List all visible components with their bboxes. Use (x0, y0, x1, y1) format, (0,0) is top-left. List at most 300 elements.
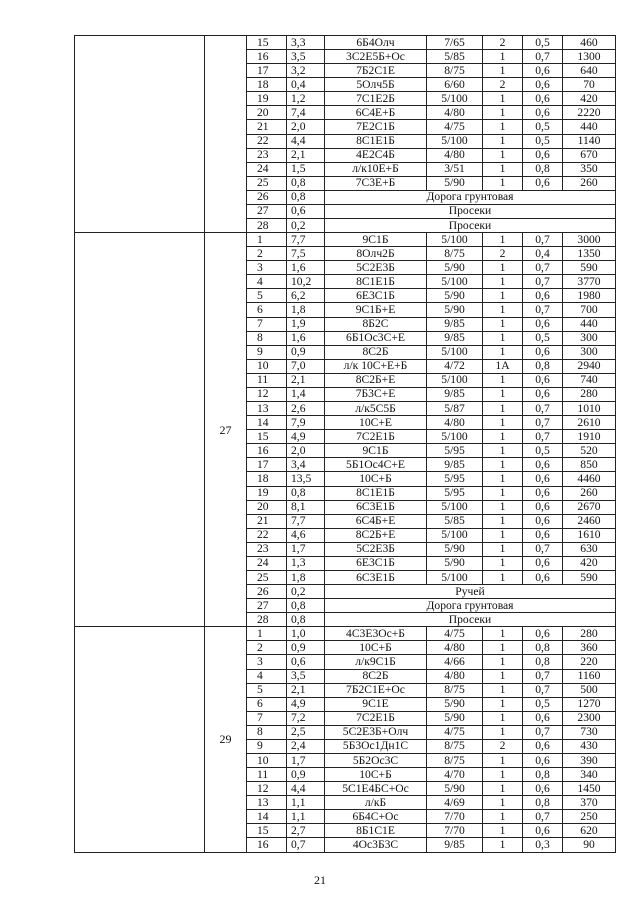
species-composition: 10С+Б (325, 641, 427, 655)
species-composition: 7С3Е+Б (325, 176, 427, 190)
plot-number: 20 (247, 106, 287, 120)
plot-area: 1,5 (287, 162, 325, 176)
bonitet-class: 2 (483, 247, 523, 261)
species-composition: 7С2Е1Б (325, 430, 427, 444)
stock-volume: 670 (563, 148, 616, 162)
age-class: 4/80 (427, 148, 483, 162)
species-composition: 4С3Е3Ос+Б (325, 627, 427, 641)
plot-area: 3,2 (287, 64, 325, 78)
density: 0,7 (523, 430, 563, 444)
species-composition: 6С4Б+Е (325, 514, 427, 528)
density: 0,8 (523, 768, 563, 782)
stock-volume: 520 (563, 444, 616, 458)
plot-area: 0,6 (287, 204, 325, 218)
bonitet-class: 1 (483, 796, 523, 810)
species-composition: 10С+Б (325, 768, 427, 782)
plot-area: 2,4 (287, 739, 325, 753)
density: 0,7 (523, 50, 563, 64)
density: 0,7 (523, 810, 563, 824)
age-class: 5/95 (427, 444, 483, 458)
stock-volume: 590 (563, 570, 616, 584)
plot-area: 0,2 (287, 219, 325, 233)
age-class: 5/100 (427, 233, 483, 247)
density: 0,6 (523, 472, 563, 486)
bonitet-class: 1 (483, 570, 523, 584)
density: 0,6 (523, 289, 563, 303)
plot-area: 7,0 (287, 359, 325, 373)
plot-area: 1,1 (287, 810, 325, 824)
density: 0,6 (523, 782, 563, 796)
age-class: 5/100 (427, 430, 483, 444)
stock-volume: 340 (563, 768, 616, 782)
age-class: 5/85 (427, 514, 483, 528)
plot-number: 5 (247, 683, 287, 697)
plot-number: 9 (247, 739, 287, 753)
plot-number: 11 (247, 373, 287, 387)
stock-volume: 590 (563, 261, 616, 275)
stock-volume: 500 (563, 683, 616, 697)
stock-volume: 440 (563, 120, 616, 134)
age-class: 5/100 (427, 570, 483, 584)
plot-number: 7 (247, 317, 287, 331)
species-composition: 6С4Е+Б (325, 106, 427, 120)
table-body (75, 36, 616, 853)
table-row (75, 233, 616, 247)
bonitet-class: 1 (483, 444, 523, 458)
plot-number: 21 (247, 514, 287, 528)
plot-number: 20 (247, 500, 287, 514)
species-composition: л/к9С1Б (325, 655, 427, 669)
density: 0,6 (523, 373, 563, 387)
land-category: Просеки (325, 204, 616, 218)
stock-volume: 1010 (563, 402, 616, 416)
plot-area: 0,2 (287, 585, 325, 599)
land-category: Дорога грунтовая (325, 599, 616, 613)
plot-number: 12 (247, 387, 287, 401)
density: 0,8 (523, 359, 563, 373)
plot-area: 1,6 (287, 331, 325, 345)
species-composition: 6С3Е1Б (325, 570, 427, 584)
species-composition: 6Е3С1Б (325, 556, 427, 570)
age-class: 9/85 (427, 317, 483, 331)
density: 0,8 (523, 162, 563, 176)
plot-area: 7,7 (287, 514, 325, 528)
species-composition: 7С2Е1Б (325, 711, 427, 725)
plot-area: 2,1 (287, 148, 325, 162)
stock-volume: 260 (563, 486, 616, 500)
plot-number: 28 (247, 219, 287, 233)
plot-area: 10,2 (287, 275, 325, 289)
plot-area: 4,6 (287, 528, 325, 542)
age-class: 4/80 (427, 641, 483, 655)
density: 0,6 (523, 528, 563, 542)
plot-number: 8 (247, 725, 287, 739)
density: 0,7 (523, 233, 563, 247)
density: 0,8 (523, 641, 563, 655)
plot-number: 11 (247, 768, 287, 782)
stock-volume: 2610 (563, 416, 616, 430)
plot-area: 0,7 (287, 838, 325, 852)
stock-volume: 350 (563, 162, 616, 176)
bonitet-class: 1 (483, 514, 523, 528)
land-category: Ручей (325, 585, 616, 599)
plot-number: 6 (247, 697, 287, 711)
stock-volume: 280 (563, 387, 616, 401)
plot-area: 1,4 (287, 387, 325, 401)
plot-area: 2,7 (287, 824, 325, 838)
age-class: 5/85 (427, 50, 483, 64)
stock-volume: 3770 (563, 275, 616, 289)
plot-number: 27 (247, 599, 287, 613)
plot-number: 23 (247, 542, 287, 556)
species-composition: 5Б1Ос4С+Е (325, 458, 427, 472)
stock-volume: 390 (563, 753, 616, 767)
plot-area: 1,9 (287, 317, 325, 331)
age-class: 4/80 (427, 669, 483, 683)
age-class: 5/95 (427, 472, 483, 486)
bonitet-class: 1 (483, 655, 523, 669)
species-composition: 6Б4С+Ос (325, 810, 427, 824)
bonitet-class: 2 (483, 78, 523, 92)
age-class: 6/60 (427, 78, 483, 92)
age-class: 5/90 (427, 261, 483, 275)
species-composition: 6Б4Олч (325, 36, 427, 50)
species-composition: 9С1Е (325, 697, 427, 711)
species-composition: л/к10Е+Б (325, 162, 427, 176)
plot-number: 24 (247, 556, 287, 570)
species-composition: 5С2Е3Б (325, 261, 427, 275)
density: 0,4 (523, 247, 563, 261)
species-composition: 8С2Б (325, 345, 427, 359)
plot-area: 2,1 (287, 373, 325, 387)
density: 0,7 (523, 275, 563, 289)
species-composition: 5Олч5Б (325, 78, 427, 92)
density: 0,7 (523, 303, 563, 317)
plot-area: 1,0 (287, 627, 325, 641)
stock-volume: 1300 (563, 50, 616, 64)
density: 0,6 (523, 92, 563, 106)
bonitet-class: 1 (483, 711, 523, 725)
species-composition: 8С2Б (325, 669, 427, 683)
species-composition: л/к5С5Б (325, 402, 427, 416)
age-class: 5/90 (427, 542, 483, 556)
plot-number: 10 (247, 359, 287, 373)
plot-number: 14 (247, 416, 287, 430)
plot-area: 7,9 (287, 416, 325, 430)
bonitet-class: 1 (483, 753, 523, 767)
bonitet-class: 1 (483, 782, 523, 796)
age-class: 8/75 (427, 683, 483, 697)
age-class: 5/100 (427, 373, 483, 387)
age-class: 8/75 (427, 64, 483, 78)
density: 0,6 (523, 176, 563, 190)
age-class: 4/75 (427, 627, 483, 641)
density: 0,6 (523, 753, 563, 767)
density: 0,5 (523, 134, 563, 148)
land-category: Просеки (325, 219, 616, 233)
stock-volume: 700 (563, 303, 616, 317)
bonitet-class: 1 (483, 162, 523, 176)
plot-number: 19 (247, 92, 287, 106)
age-class: 5/90 (427, 176, 483, 190)
plot-area: 4,4 (287, 134, 325, 148)
age-class: 9/85 (427, 838, 483, 852)
density: 0,6 (523, 387, 563, 401)
bonitet-class: 1 (483, 500, 523, 514)
plot-number: 14 (247, 810, 287, 824)
land-category: Просеки (325, 613, 616, 627)
age-class: 4/70 (427, 768, 483, 782)
bonitet-class: 1 (483, 92, 523, 106)
species-composition: 8С1Е1Б (325, 275, 427, 289)
plot-area: 1,3 (287, 556, 325, 570)
plot-area: 7,4 (287, 106, 325, 120)
plot-number: 15 (247, 430, 287, 444)
plot-number: 2 (247, 641, 287, 655)
species-composition: 8С2Б+Е (325, 373, 427, 387)
plot-number: 26 (247, 190, 287, 204)
plot-area: 1,8 (287, 570, 325, 584)
species-composition: 7Е2С1Б (325, 120, 427, 134)
stock-volume: 420 (563, 92, 616, 106)
species-composition: 9С1Б (325, 444, 427, 458)
stock-volume: 630 (563, 542, 616, 556)
age-class: 8/75 (427, 247, 483, 261)
plot-number: 16 (247, 50, 287, 64)
table-row (75, 36, 616, 50)
plot-area: 3,4 (287, 458, 325, 472)
stock-volume: 460 (563, 36, 616, 50)
species-composition: 7Б3С+Е (325, 387, 427, 401)
bonitet-class: 1 (483, 289, 523, 303)
age-class: 5/100 (427, 528, 483, 542)
plot-number: 6 (247, 303, 287, 317)
bonitet-class: 1 (483, 669, 523, 683)
plot-number: 15 (247, 824, 287, 838)
species-composition: 9С1Б+Е (325, 303, 427, 317)
plot-area: 2,0 (287, 444, 325, 458)
species-composition: 5С2Е3Б+Олч (325, 725, 427, 739)
plot-area: 4,9 (287, 697, 325, 711)
species-composition: 8Б1С1Е (325, 824, 427, 838)
stock-volume: 280 (563, 627, 616, 641)
density: 0,7 (523, 669, 563, 683)
plot-number: 25 (247, 176, 287, 190)
stock-volume: 90 (563, 838, 616, 852)
bonitet-class: 1 (483, 542, 523, 556)
plot-number: 15 (247, 36, 287, 50)
plot-area: 1,1 (287, 796, 325, 810)
age-class: 5/90 (427, 782, 483, 796)
stock-volume: 300 (563, 345, 616, 359)
species-composition: л/к 10С+Е+Б (325, 359, 427, 373)
species-composition: 9С1Б (325, 233, 427, 247)
age-class: 5/95 (427, 486, 483, 500)
species-composition: 7Б2С1Е (325, 64, 427, 78)
plot-area: 2,5 (287, 725, 325, 739)
density: 0,6 (523, 556, 563, 570)
bonitet-class: 1 (483, 458, 523, 472)
density: 0,6 (523, 570, 563, 584)
species-composition: 10С+Б (325, 472, 427, 486)
age-class: 5/100 (427, 134, 483, 148)
species-composition: 7Б2С1Е+Ос (325, 683, 427, 697)
density: 0,3 (523, 838, 563, 852)
age-class: 4/80 (427, 106, 483, 120)
plot-number: 24 (247, 162, 287, 176)
plot-number: 13 (247, 402, 287, 416)
bonitet-class: 2 (483, 739, 523, 753)
stock-volume: 4460 (563, 472, 616, 486)
bonitet-class: 1 (483, 317, 523, 331)
plot-number: 1 (247, 233, 287, 247)
plot-area: 2,0 (287, 120, 325, 134)
plot-area: 2,1 (287, 683, 325, 697)
age-class: 8/75 (427, 739, 483, 753)
species-composition: 10С+Е (325, 416, 427, 430)
plot-area: 0,4 (287, 78, 325, 92)
density: 0,6 (523, 64, 563, 78)
age-class: 8/75 (427, 753, 483, 767)
age-class: 5/90 (427, 711, 483, 725)
species-composition: 8С2Б+Е (325, 528, 427, 542)
plot-area: 0,8 (287, 599, 325, 613)
stock-volume: 730 (563, 725, 616, 739)
age-class: 5/87 (427, 402, 483, 416)
bonitet-class: 1 (483, 120, 523, 134)
plot-area: 7,2 (287, 711, 325, 725)
plot-area: 0,8 (287, 176, 325, 190)
age-class: 9/85 (427, 458, 483, 472)
plot-number: 8 (247, 331, 287, 345)
block-label-cell (75, 233, 205, 627)
plot-number: 19 (247, 486, 287, 500)
density: 0,7 (523, 416, 563, 430)
age-class: 5/90 (427, 303, 483, 317)
plot-number: 3 (247, 655, 287, 669)
stock-volume: 260 (563, 176, 616, 190)
plot-number: 4 (247, 669, 287, 683)
plot-number: 16 (247, 444, 287, 458)
bonitet-class: 1 (483, 486, 523, 500)
species-composition: 6Е3С1Б (325, 289, 427, 303)
bonitet-class: 2 (483, 36, 523, 50)
stock-volume: 2300 (563, 711, 616, 725)
bonitet-class: 1 (483, 697, 523, 711)
bonitet-class: 1 (483, 641, 523, 655)
age-class: 9/85 (427, 331, 483, 345)
density: 0,6 (523, 106, 563, 120)
plot-number: 16 (247, 838, 287, 852)
stock-volume: 850 (563, 458, 616, 472)
plot-number: 22 (247, 528, 287, 542)
stock-volume: 2940 (563, 359, 616, 373)
density: 0,6 (523, 739, 563, 753)
age-class: 5/100 (427, 500, 483, 514)
bonitet-class: 1 (483, 233, 523, 247)
plot-area: 4,4 (287, 782, 325, 796)
density: 0,6 (523, 711, 563, 725)
density: 0,6 (523, 148, 563, 162)
age-class: 5/90 (427, 556, 483, 570)
plot-area: 1,6 (287, 261, 325, 275)
bonitet-class: 1 (483, 303, 523, 317)
density: 0,6 (523, 458, 563, 472)
bonitet-class: 1 (483, 838, 523, 852)
density: 0,6 (523, 627, 563, 641)
stock-volume: 2460 (563, 514, 616, 528)
plot-number: 25 (247, 570, 287, 584)
plot-area: 3,3 (287, 36, 325, 50)
plot-number: 10 (247, 753, 287, 767)
plot-number: 4 (247, 275, 287, 289)
stock-volume: 620 (563, 824, 616, 838)
plot-number: 7 (247, 711, 287, 725)
age-class: 4/69 (427, 796, 483, 810)
plot-area: 2,6 (287, 402, 325, 416)
plot-area: 0,9 (287, 641, 325, 655)
plot-number: 5 (247, 289, 287, 303)
age-class: 4/80 (427, 416, 483, 430)
density: 0,6 (523, 78, 563, 92)
stock-volume: 1160 (563, 669, 616, 683)
plot-area: 1,2 (287, 92, 325, 106)
bonitet-class: 1 (483, 430, 523, 444)
age-class: 5/90 (427, 289, 483, 303)
quarter-number (205, 36, 247, 233)
stock-volume: 1350 (563, 247, 616, 261)
species-composition: 5С2Е3Б (325, 542, 427, 556)
stock-volume: 1610 (563, 528, 616, 542)
plot-number: 26 (247, 585, 287, 599)
density: 0,6 (523, 514, 563, 528)
plot-area: 1,8 (287, 303, 325, 317)
bonitet-class: 1 (483, 725, 523, 739)
bonitet-class: 1 (483, 275, 523, 289)
species-composition: 5Б3Ос1Дн1С (325, 739, 427, 753)
density: 0,6 (523, 486, 563, 500)
stock-volume: 440 (563, 317, 616, 331)
plot-number: 1 (247, 627, 287, 641)
plot-area: 0,9 (287, 768, 325, 782)
plot-area: 0,9 (287, 345, 325, 359)
stock-volume: 3000 (563, 233, 616, 247)
plot-number: 3 (247, 261, 287, 275)
plot-area: 0,6 (287, 655, 325, 669)
density: 0,5 (523, 444, 563, 458)
plot-number: 23 (247, 148, 287, 162)
stock-volume: 1910 (563, 430, 616, 444)
plot-area: 1,7 (287, 542, 325, 556)
plot-area: 4,9 (287, 430, 325, 444)
quarter-number: 27 (205, 233, 247, 627)
plot-area: 13,5 (287, 472, 325, 486)
species-composition: 8С1Е1Б (325, 486, 427, 500)
block-label-cell (75, 627, 205, 852)
density: 0,5 (523, 331, 563, 345)
species-composition: 3С2Е5Б+Ос (325, 50, 427, 64)
stock-volume: 2220 (563, 106, 616, 120)
land-category: Дорога грунтовая (325, 190, 616, 204)
plot-number: 21 (247, 120, 287, 134)
bonitet-class: 1 (483, 402, 523, 416)
age-class: 5/100 (427, 92, 483, 106)
plot-number: 27 (247, 204, 287, 218)
age-class: 5/100 (427, 345, 483, 359)
age-class: 7/65 (427, 36, 483, 50)
plot-area: 0,8 (287, 190, 325, 204)
density: 0,7 (523, 725, 563, 739)
